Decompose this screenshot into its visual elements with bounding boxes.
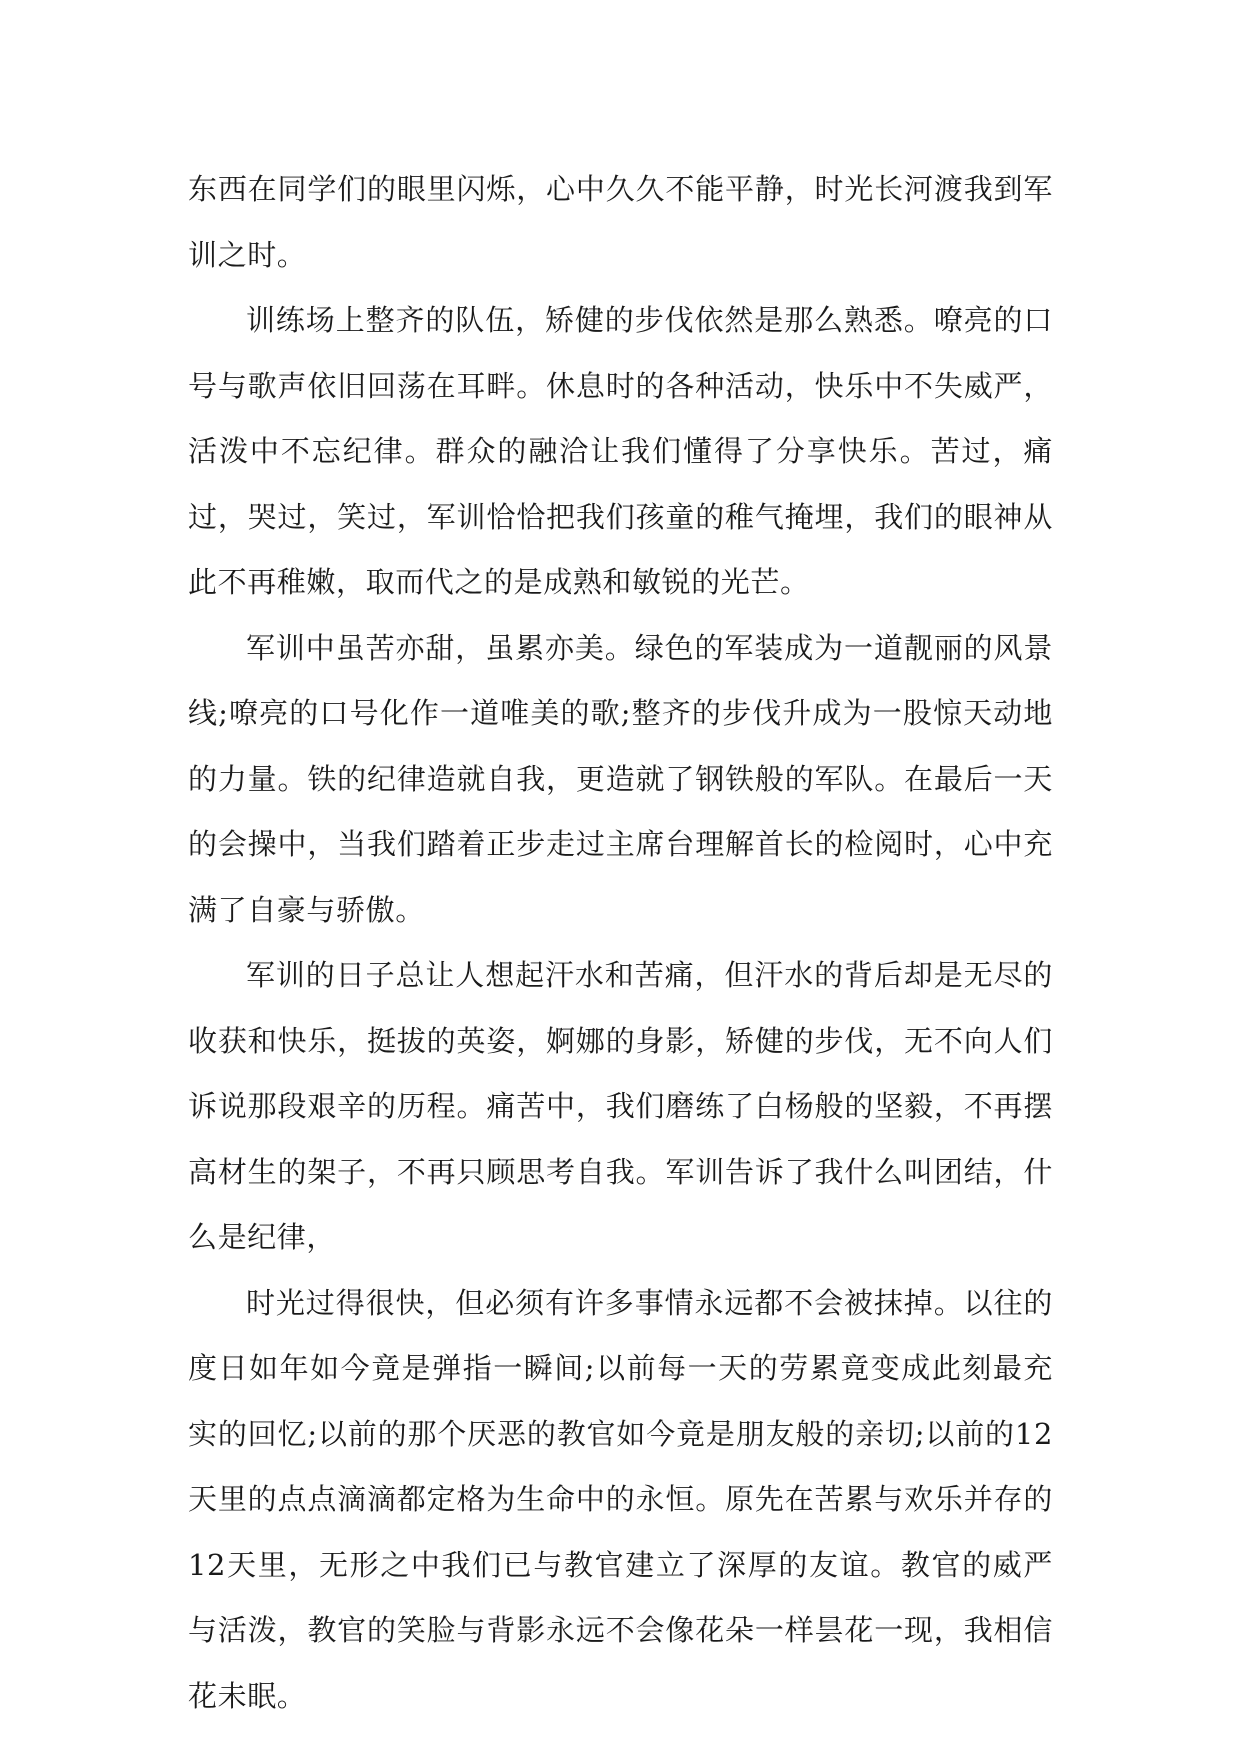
paragraph-1: 东西在同学们的眼里闪烁，心中久久不能平静，时光长河渡我到军训之时。 bbox=[188, 172, 1053, 272]
body-text bbox=[188, 157, 1053, 1729]
paragraph-2: 训练场上整齐的队伍，矫健的步伐依然是那么熟悉。嘹亮的口号与歌声依旧回荡在耳畔。休息时的各种活动，快乐中不失威严，活泼中不忘纪律。群众的融洽让我们懂得了分享快乐。苦过，痛过，哭过，笑过，军训恰恰把我们孩童的稚气掩埋，我们的眼神从此不再稚嫩，取而代之的是成熟和敏锐的光芒。 bbox=[188, 303, 1053, 599]
paragraph-4: 军训的日子总让人想起汗水和苦痛，但汗水的背后却是无尽的收获和快乐，挺拔的英姿，婀娜的身影，矫健的步伐，无不向人们诉说那段艰辛的历程。痛苦中，我们磨练了白杨般的坚毅，不再摆高材生的架子，不再只顾思考自我。军训告诉了我什么叫团结，什么是纪律， bbox=[188, 958, 1053, 1254]
paragraph-3: 军训中虽苦亦甜，虽累亦美。绿色的军装成为一道靓丽的风景线;嘹亮的口号化作一道唯美的歌;整齐的步伐升成为一股惊天动地的力量。铁的纪律造就自我，更造就了钢铁般的军队。在最后一天的会操中，当我们踏着正步走过主席台理解首长的检阅时，心中充满了自豪与骄傲。 bbox=[188, 630, 1053, 927]
paragraph-5: 时光过得很快，但必须有许多事情永远都不会被抹掉。以往的度日如年如今竟是弹指一瞬间;以前每一天的劳累竟变成此刻最充实的回忆;以前的那个厌恶的教官如今竟是朋友般的亲切;以前的12天里的点点滴滴都定格为生命中的永恒。原先在苦累与欢乐并存的12天里，无形之中我们已与教官建立了深厚的友谊。教官的威严与活泼，教官的笑脸与背影永远不会像花朵一样昙花一现，我相信花未眠。 bbox=[188, 1285, 1053, 1713]
